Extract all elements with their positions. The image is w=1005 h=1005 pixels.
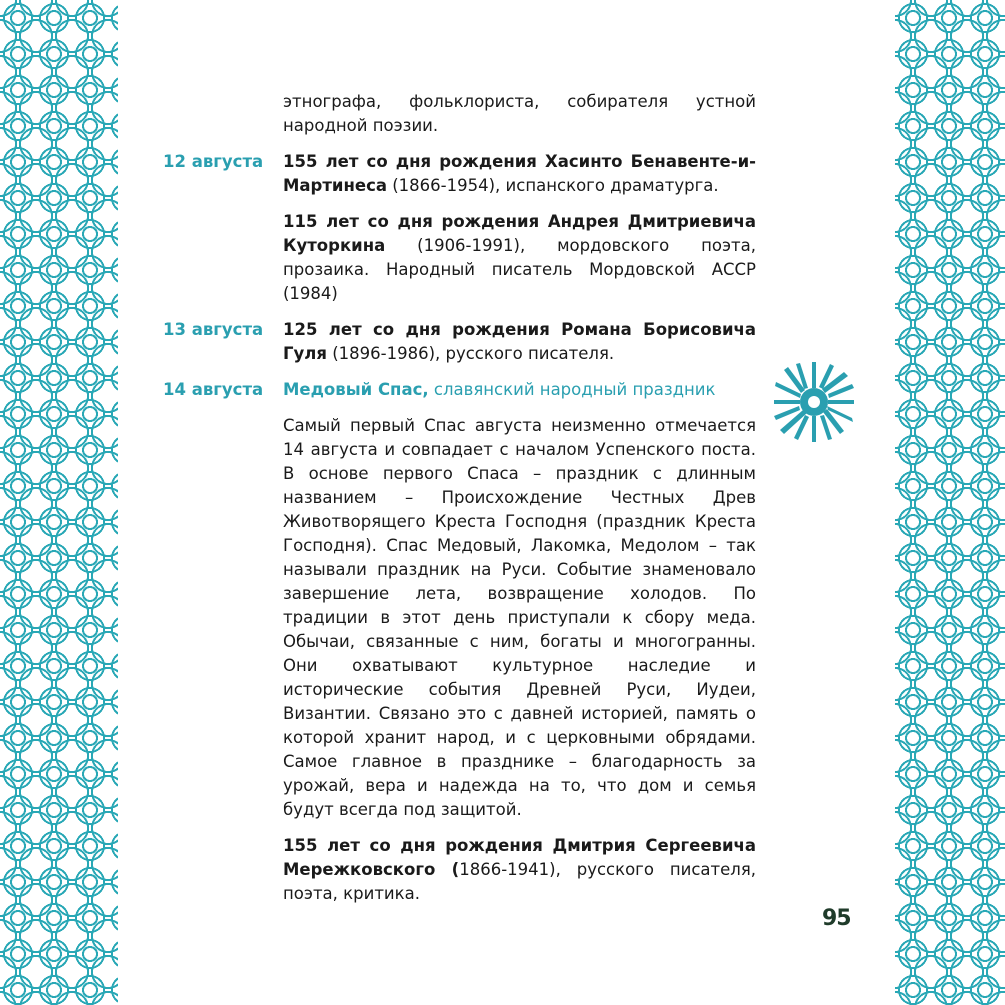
date-label: 14 августа <box>163 380 264 399</box>
left-ornament-border <box>0 0 118 1005</box>
intro-entry <box>150 90 760 138</box>
event-paragraph: 155 лет со дня рождения Хасинто Бенавенте-и-Мартинеса (1866-1954), испанского драматурга. <box>283 152 756 195</box>
right-ornament-border <box>895 0 1005 1005</box>
entry-13-august <box>150 318 760 366</box>
page-content <box>150 90 760 918</box>
date-label: 12 августа <box>163 152 264 171</box>
event-paragraph: 155 лет со дня рождения Дмитрия Сергеевича Мережковского (1866-1941), русского писателя, поэта, критика. <box>283 836 756 903</box>
event-paragraph: 125 лет со дня рождения Романа Борисовича Гуля (1896-1986), русского писателя. <box>283 320 756 363</box>
page-number: 95 <box>822 906 851 931</box>
sunburst-icon <box>772 360 856 444</box>
event-paragraph: 115 лет со дня рождения Андрея Дмитриевича Куторкина (1906-1991), мордовского поэта, прозаика. Народный писатель Мордовской АССР (1984) <box>283 212 756 303</box>
intro-text: этнографа, фольклориста, собирателя устной народной поэзии. <box>283 92 756 135</box>
entry-14-august <box>150 378 760 906</box>
holiday-heading: Медовый Спас, славянский народный праздник <box>283 380 716 399</box>
date-label: 13 августа <box>163 320 264 339</box>
entry-12-august <box>150 150 760 306</box>
holiday-description: Самый первый Спас августа неизменно отмечается 14 августа и совпадает с началом Успенского поста. В основе первого Спаса – праздник с длинным названием – Происхождение Честных Древ Животворящего Креста Господня (праздник Креста Господня). Спас Медовый, Лакомка, Медолом – так называли праздник на Руси. Событие знаменовало завершение лета, возвращение холодов. По традиции в этот день приступали к сбору меда. Обычаи, связанные с ним, богаты и многогранны. Они охватывают культурное наследие и исторические события Древней Руси, Иудеи, Византии. Связано это с давней историей, память о которой хранит народ, и с церковными обрядами. Самое главное в празднике – благодарность за урожай, вера и надежда на то, что дом и семья будут всегда под защитой. <box>283 416 756 819</box>
